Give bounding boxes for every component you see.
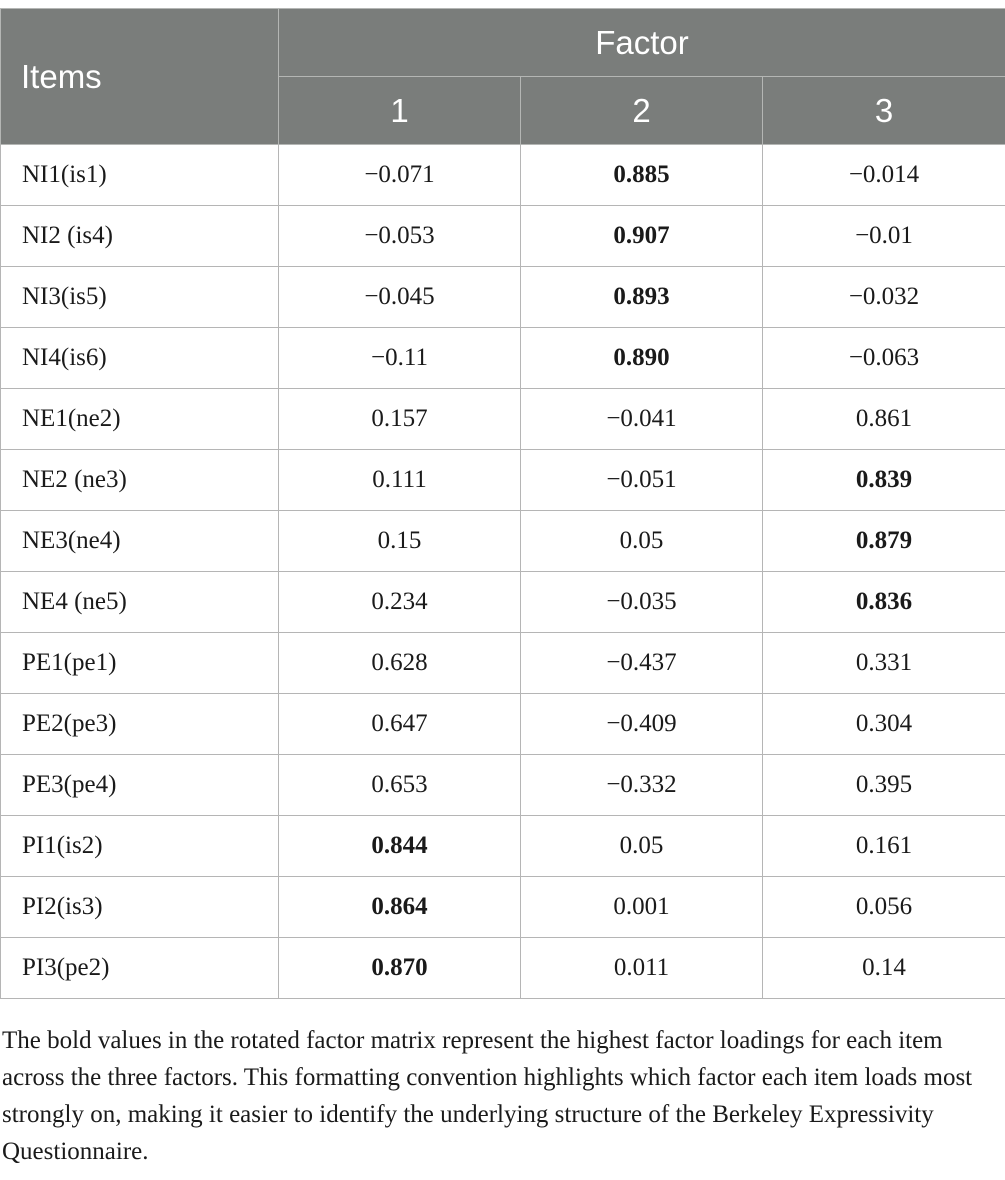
- item-label-cell: NI4(is6): [1, 328, 279, 389]
- table-row: [1, 328, 1005, 389]
- factor-3-loading-cell: 0.14: [763, 938, 1005, 999]
- factor-1-loading-cell: 0.234: [279, 572, 521, 633]
- item-label-cell: NE2 (ne3): [1, 450, 279, 511]
- factor-1-loading-cell: −0.045: [279, 267, 521, 328]
- table-row: [1, 694, 1005, 755]
- factor-1-loading-cell: 0.864: [279, 877, 521, 938]
- table-body: [1, 145, 1005, 999]
- factor-3-loading-cell: 0.836: [763, 572, 1005, 633]
- factor-1-loading-cell: 0.628: [279, 633, 521, 694]
- factor-3-loading-cell: 0.331: [763, 633, 1005, 694]
- factor-matrix-table: [0, 8, 1005, 999]
- factor-1-loading-cell: 0.111: [279, 450, 521, 511]
- factor-2-loading-cell: 0.893: [521, 267, 763, 328]
- table-row: [1, 389, 1005, 450]
- item-label-cell: NE3(ne4): [1, 511, 279, 572]
- factor-2-loading-cell: −0.041: [521, 389, 763, 450]
- factor-2-loading-cell: 0.011: [521, 938, 763, 999]
- factor-3-loading-cell: 0.395: [763, 755, 1005, 816]
- factor-3-loading-cell: −0.063: [763, 328, 1005, 389]
- factor-2-loading-cell: 0.05: [521, 816, 763, 877]
- factor-2-loading-cell: −0.035: [521, 572, 763, 633]
- factor-2-loading-cell: 0.05: [521, 511, 763, 572]
- factor-3-loading-cell: 0.839: [763, 450, 1005, 511]
- table-footnote: The bold values in the rotated factor matrix represent the highest factor loadings for each item across the three factors. This formatting convention highlights which factor each item loads most strongly on, making it easier to identify the underlying structure of the Berkeley Expressivity Questionnaire.: [2, 1027, 973, 1165]
- factor-1-loading-cell: −0.11: [279, 328, 521, 389]
- factor-2-loading-cell: 0.890: [521, 328, 763, 389]
- factor-1-loading-cell: 0.647: [279, 694, 521, 755]
- item-label-cell: PI1(is2): [1, 816, 279, 877]
- factor-1-loading-cell: −0.071: [279, 145, 521, 206]
- table-row: [1, 755, 1005, 816]
- factor-3-loading-cell: −0.01: [763, 206, 1005, 267]
- factor-1-loading-cell: 0.653: [279, 755, 521, 816]
- factor-2-loading-cell: 0.885: [521, 145, 763, 206]
- item-label-cell: PI3(pe2): [1, 938, 279, 999]
- factor-1-loading-cell: 0.870: [279, 938, 521, 999]
- factor-3-loading-cell: −0.032: [763, 267, 1005, 328]
- factor-3-loading-cell: 0.879: [763, 511, 1005, 572]
- table-row: [1, 938, 1005, 999]
- table-row: [1, 267, 1005, 328]
- factor-2-loading-cell: −0.332: [521, 755, 763, 816]
- factor-1-loading-cell: 0.157: [279, 389, 521, 450]
- factor-1-loading-cell: 0.844: [279, 816, 521, 877]
- table-row: [1, 633, 1005, 694]
- table-row: [1, 816, 1005, 877]
- item-label-cell: NI2 (is4): [1, 206, 279, 267]
- factor-1-header: 1: [279, 77, 521, 145]
- factor-column-header: Factor: [279, 9, 1005, 77]
- factor-3-loading-cell: 0.304: [763, 694, 1005, 755]
- factor-2-loading-cell: 0.001: [521, 877, 763, 938]
- factor-3-loading-cell: 0.056: [763, 877, 1005, 938]
- table-header: [1, 9, 1005, 145]
- factor-1-loading-cell: 0.15: [279, 511, 521, 572]
- item-label-cell: NE4 (ne5): [1, 572, 279, 633]
- factor-2-loading-cell: −0.409: [521, 694, 763, 755]
- item-label-cell: PI2(is3): [1, 877, 279, 938]
- table-row: [1, 877, 1005, 938]
- factor-2-loading-cell: 0.907: [521, 206, 763, 267]
- table-row: [1, 450, 1005, 511]
- factor-2-header: 2: [521, 77, 763, 145]
- item-label-cell: NI3(is5): [1, 267, 279, 328]
- factor-2-loading-cell: −0.051: [521, 450, 763, 511]
- factor-3-loading-cell: 0.861: [763, 389, 1005, 450]
- items-column-header: Items: [1, 9, 279, 145]
- factor-1-loading-cell: −0.053: [279, 206, 521, 267]
- item-label-cell: NI1(is1): [1, 145, 279, 206]
- table-row: [1, 206, 1005, 267]
- header-row-top: [1, 9, 1005, 77]
- item-label-cell: PE3(pe4): [1, 755, 279, 816]
- factor-3-header: 3: [763, 77, 1005, 145]
- item-label-cell: PE2(pe3): [1, 694, 279, 755]
- item-label-cell: PE1(pe1): [1, 633, 279, 694]
- factor-3-loading-cell: 0.161: [763, 816, 1005, 877]
- factor-2-loading-cell: −0.437: [521, 633, 763, 694]
- table-row: [1, 145, 1005, 206]
- table-row: [1, 511, 1005, 572]
- factor-3-loading-cell: −0.014: [763, 145, 1005, 206]
- item-label-cell: NE1(ne2): [1, 389, 279, 450]
- table-row: [1, 572, 1005, 633]
